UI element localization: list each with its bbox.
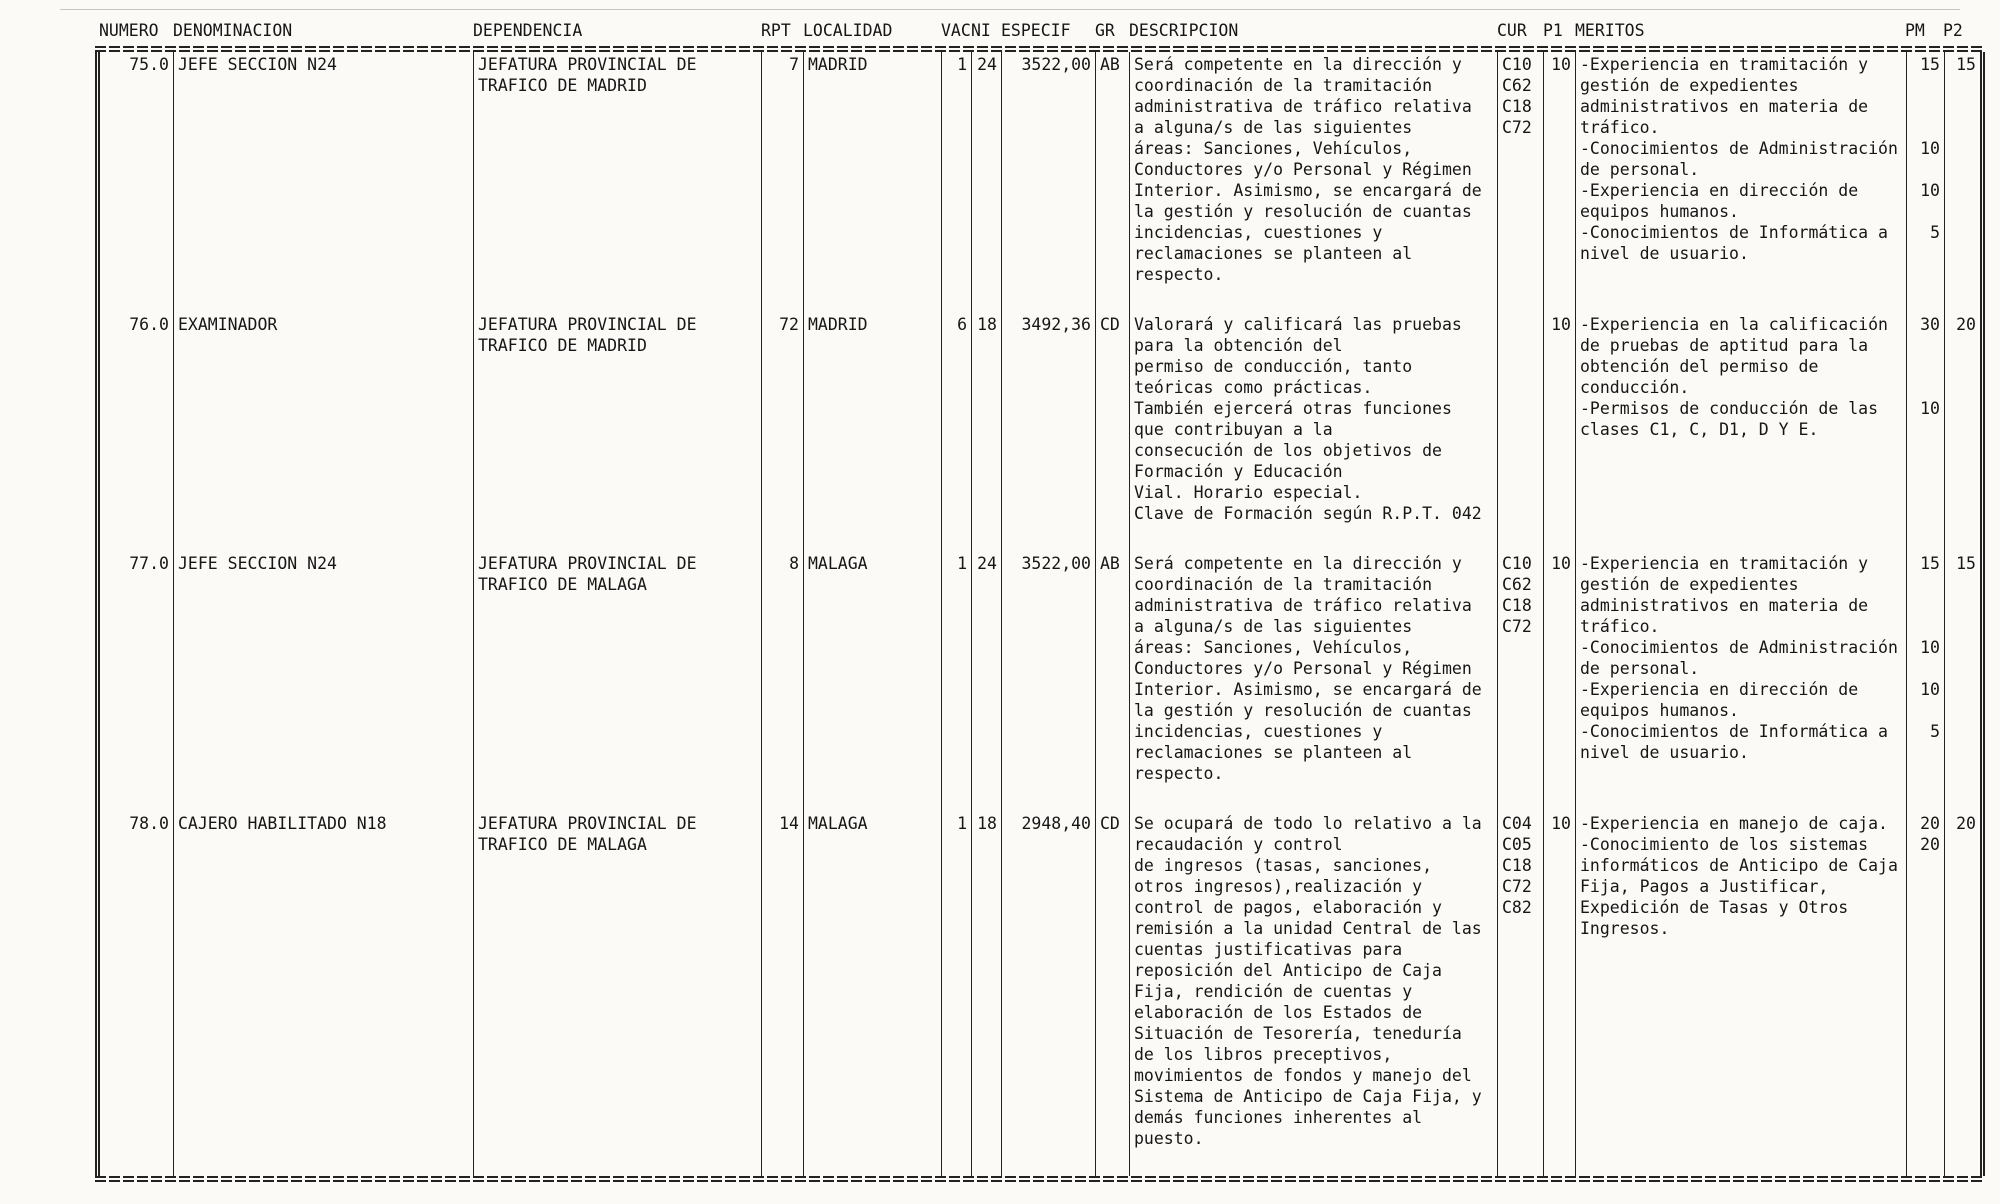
merit-item [1576, 721, 1980, 763]
merit-text [1576, 264, 1906, 312]
merit-pm-value: 10 [1906, 398, 1944, 440]
descripcion-line: Será competente en la dirección y [1134, 55, 1462, 74]
descripcion-line: Formación y Educación [1134, 462, 1343, 481]
cur-code: C18 [1502, 856, 1532, 875]
merit-line: obtención del permiso de [1580, 357, 1819, 376]
merit-line: gestión de expedientes [1580, 575, 1799, 594]
merit-line: informáticos de Anticipo de Caja [1580, 856, 1898, 875]
merit-line: gestión de expedientes [1580, 76, 1799, 95]
merit-line: -Experiencia en tramitación y [1580, 554, 1869, 573]
merit-p2-value [1944, 679, 1980, 721]
descripcion-line: Clave de Formación según R.P.T. 042 [1134, 504, 1482, 523]
cell-vac: 1 [942, 811, 972, 1176]
merit-item [1576, 637, 1980, 679]
merit-line: Fija, Pagos a Justificar, [1580, 877, 1829, 896]
merit-pm-value: 20 [1906, 811, 1944, 834]
cur-code: C72 [1502, 118, 1532, 137]
cell-meritos [1576, 811, 1980, 1176]
merit-line: nivel de usuario. [1580, 743, 1749, 762]
merit-p2-value [1944, 398, 1980, 440]
cell-ni: 24 [972, 52, 1002, 312]
merit-pm-value [1906, 440, 1944, 551]
cell-dependencia [474, 551, 762, 811]
merit-text [1576, 811, 1906, 834]
col-header-localidad: LOCALIDAD [803, 21, 893, 40]
merit-line: de pruebas de aptitud para la [1580, 336, 1869, 355]
merit-line: -Conocimiento de los sistemas [1580, 835, 1869, 854]
merit-item [1576, 398, 1980, 440]
dependencia-line: JEFATURA PROVINCIAL DE [478, 55, 697, 74]
descripcion-line: Interior. Asimismo, se encargará de [1134, 181, 1482, 200]
cell-ni: 18 [972, 811, 1002, 1176]
merit-line: -Conocimientos de Informática a [1580, 223, 1888, 242]
col-header-rpt: RPT [761, 21, 791, 40]
merit-pm-value: 20 [1906, 834, 1944, 939]
cell-p1: 10 [1544, 551, 1576, 811]
merit-filler [1576, 264, 1980, 312]
cur-code: C10 [1502, 55, 1532, 74]
cur-code: C05 [1502, 835, 1532, 854]
dependencia-line: JEFATURA PROVINCIAL DE [478, 814, 697, 833]
cur-code: C18 [1502, 596, 1532, 615]
cell-dependencia [474, 52, 762, 312]
merit-filler [1576, 763, 1980, 811]
cur-code: C10 [1502, 554, 1532, 573]
descripcion-line: Interior. Asimismo, se encargará de [1134, 680, 1482, 699]
table-row [100, 811, 1980, 1176]
cell-gr: CD [1096, 312, 1130, 551]
cell-meritos [1576, 551, 1980, 811]
merit-text [1576, 637, 1906, 679]
dependencia-line: TRAFICO DE MADRID [478, 76, 647, 95]
merit-line: -Experiencia en manejo de caja. [1580, 814, 1888, 833]
merit-p2-value: 15 [1944, 52, 1980, 138]
merit-line: administrativos en materia de [1580, 97, 1869, 116]
merit-p2-value [1944, 222, 1980, 264]
cell-dependencia [474, 312, 762, 551]
table-body [95, 52, 1985, 1176]
merit-line: de personal. [1580, 659, 1700, 678]
descripcion-line: incidencias, cuestiones y [1134, 223, 1383, 242]
descripcion-line: Se ocupará de todo lo relativo a la [1134, 814, 1482, 833]
merit-item [1576, 679, 1980, 721]
col-header-gr: GR [1095, 21, 1115, 40]
descripcion-line: áreas: Sanciones, Vehículos, [1134, 638, 1413, 657]
dependencia-line: JEFATURA PROVINCIAL DE [478, 315, 697, 334]
descripcion-line: control de pagos, elaboración y [1134, 898, 1442, 917]
col-header-denominacion: DENOMINACION [173, 21, 293, 40]
descripcion-line: administrativa de tráfico relativa [1134, 97, 1472, 116]
cell-cur [1498, 52, 1544, 312]
merit-p2-value [1944, 763, 1980, 811]
descripcion-line: Valorará y calificará las pruebas [1134, 315, 1462, 334]
descripcion-line: teóricas como prácticas. [1134, 378, 1373, 397]
cell-cur [1498, 811, 1544, 1176]
cell-especif: 3492,36 [1002, 312, 1096, 551]
col-header-especif: ESPECIF [1001, 21, 1071, 40]
merit-p2-value [1944, 440, 1980, 551]
job-postings-table [95, 20, 1985, 1182]
merit-text [1576, 180, 1906, 222]
merit-p2-value: 20 [1944, 811, 1980, 834]
cell-p1: 10 [1544, 312, 1576, 551]
merit-line: equipos humanos. [1580, 202, 1739, 221]
merit-line: administrativos en materia de [1580, 596, 1869, 615]
cell-localidad: MALAGA [804, 811, 942, 1176]
descripcion-line: remisión a la unidad Central de las [1134, 919, 1482, 938]
merit-line: -Conocimientos de Informática a [1580, 722, 1888, 741]
merit-item [1576, 834, 1980, 939]
scan-edge-line [60, 9, 1960, 10]
merit-pm-value: 5 [1906, 721, 1944, 763]
descripcion-line: que contribuyan a la [1134, 420, 1333, 439]
cur-code: C62 [1502, 575, 1532, 594]
col-header-pm: PM [1905, 21, 1925, 40]
dependencia-line: TRAFICO DE MALAGA [478, 575, 647, 594]
cell-descripcion [1130, 811, 1498, 1176]
col-header-meritos: MERITOS [1575, 21, 1645, 40]
descripcion-line: Conductores y/o Personal y Régimen [1134, 160, 1472, 179]
merit-line: -Experiencia en dirección de [1580, 181, 1859, 200]
descripcion-line: reclamaciones se planteen al [1134, 743, 1413, 762]
descripcion-line: otros ingresos),realización y [1134, 877, 1423, 896]
descripcion-line: recaudación y control [1134, 835, 1343, 854]
descripcion-line: incidencias, cuestiones y [1134, 722, 1383, 741]
merit-line: Ingresos. [1580, 919, 1670, 938]
descripcion-line: movimientos de fondos y manejo del [1134, 1066, 1472, 1085]
cell-localidad: MADRID [804, 52, 942, 312]
merit-text [1576, 312, 1906, 398]
descripcion-line: para la obtención del [1134, 336, 1343, 355]
merit-filler [1576, 939, 1980, 1176]
merit-pm-value: 10 [1906, 180, 1944, 222]
merit-text [1576, 939, 1906, 1176]
cell-vac: 1 [942, 551, 972, 811]
cur-code: C72 [1502, 877, 1532, 896]
merit-pm-value: 30 [1906, 312, 1944, 398]
descripcion-line: Fija, rendición de cuentas y [1134, 982, 1413, 1001]
merit-text [1576, 138, 1906, 180]
cell-denominacion: JEFE SECCION N24 [174, 551, 474, 811]
descripcion-line: demás funciones inherentes al [1134, 1108, 1423, 1127]
col-header-cur: CUR [1497, 21, 1527, 40]
descripcion-line: puesto. [1134, 1129, 1204, 1148]
descripcion-line: consecución de los objetivos de [1134, 441, 1442, 460]
cell-gr: CD [1096, 811, 1130, 1176]
merit-text [1576, 440, 1906, 551]
col-header-numero: NUMERO [99, 21, 159, 40]
merit-p2-value [1944, 180, 1980, 222]
cell-vac: 1 [942, 52, 972, 312]
merit-pm-value [1906, 939, 1944, 1176]
merit-text [1576, 763, 1906, 811]
cell-gr: AB [1096, 52, 1130, 312]
cell-descripcion [1130, 551, 1498, 811]
cell-denominacion: JEFE SECCION N24 [174, 52, 474, 312]
cell-rpt: 14 [762, 811, 804, 1176]
merit-pm-value: 15 [1906, 551, 1944, 637]
merit-pm-value [1906, 763, 1944, 811]
descripcion-line: la gestión y resolución de cuantas [1134, 202, 1472, 221]
cell-especif: 2948,40 [1002, 811, 1096, 1176]
cur-code: C04 [1502, 814, 1532, 833]
cell-ni: 18 [972, 312, 1002, 551]
dependencia-line: TRAFICO DE MADRID [478, 336, 647, 355]
merit-line: -Permisos de conducción de las [1580, 399, 1879, 418]
descripcion-line: administrativa de tráfico relativa [1134, 596, 1472, 615]
cell-numero: 75.0 [100, 52, 174, 312]
descripcion-line: áreas: Sanciones, Vehículos, [1134, 139, 1413, 158]
descripcion-line: la gestión y resolución de cuantas [1134, 701, 1472, 720]
descripcion-line: permiso de conducción, tanto [1134, 357, 1413, 376]
merit-item [1576, 811, 1980, 834]
descripcion-line: cuentas justificativas para [1134, 940, 1403, 959]
merit-text [1576, 551, 1906, 637]
descripcion-line: Será competente en la dirección y [1134, 554, 1462, 573]
descripcion-line: de los libros preceptivos, [1134, 1045, 1393, 1064]
merit-line: clases C1, C, D1, D Y E. [1580, 420, 1819, 439]
merit-item [1576, 551, 1980, 637]
merit-pm-value: 15 [1906, 52, 1944, 138]
cell-cur [1498, 551, 1544, 811]
table-row [100, 312, 1980, 551]
dependencia-line: TRAFICO DE MALAGA [478, 835, 647, 854]
col-header-dependencia: DEPENDENCIA [473, 21, 583, 40]
merit-p2-value: 20 [1944, 312, 1980, 398]
table-row [100, 52, 1980, 312]
merit-item [1576, 222, 1980, 264]
merit-filler [1576, 440, 1980, 551]
merit-pm-value [1906, 264, 1944, 312]
cell-denominacion: CAJERO HABILITADO N18 [174, 811, 474, 1176]
merit-p2-value [1944, 637, 1980, 679]
cell-numero: 76.0 [100, 312, 174, 551]
merit-item [1576, 52, 1980, 138]
cell-descripcion [1130, 52, 1498, 312]
col-header-vac: VAC [941, 21, 971, 40]
merit-text [1576, 721, 1906, 763]
cell-numero: 77.0 [100, 551, 174, 811]
descripcion-line: Conductores y/o Personal y Régimen [1134, 659, 1472, 678]
merit-item [1576, 138, 1980, 180]
descripcion-line: Situación de Tesorería, teneduría [1134, 1024, 1462, 1043]
dependencia-line: JEFATURA PROVINCIAL DE [478, 554, 697, 573]
cell-meritos [1576, 52, 1980, 312]
merit-p2-value [1944, 939, 1980, 1176]
descripcion-line: respecto. [1134, 764, 1224, 783]
col-header-p2: P2 [1943, 21, 1963, 40]
table-bottom-border [95, 1176, 1985, 1182]
merit-pm-value: 10 [1906, 637, 1944, 679]
cur-code: C18 [1502, 97, 1532, 116]
merit-line: tráfico. [1580, 118, 1660, 137]
merit-text [1576, 52, 1906, 138]
cur-code: C82 [1502, 898, 1532, 917]
descripcion-line: reposición del Anticipo de Caja [1134, 961, 1442, 980]
merit-p2-value [1944, 264, 1980, 312]
merit-p2-value: 15 [1944, 551, 1980, 637]
cell-rpt: 8 [762, 551, 804, 811]
merit-line: -Conocimientos de Administración [1580, 139, 1898, 158]
merit-line: equipos humanos. [1580, 701, 1739, 720]
cell-localidad: MALAGA [804, 551, 942, 811]
cell-localidad: MADRID [804, 312, 942, 551]
cell-cur [1498, 312, 1544, 551]
merit-line: -Experiencia en dirección de [1580, 680, 1859, 699]
table-row [100, 551, 1980, 811]
cell-ni: 24 [972, 551, 1002, 811]
col-header-ni: NI [971, 21, 991, 40]
descripcion-line: Vial. Horario especial. [1134, 483, 1363, 502]
merit-line: -Experiencia en la calificación [1580, 315, 1888, 334]
merit-pm-value: 10 [1906, 679, 1944, 721]
col-header-descripcion: DESCRIPCION [1129, 21, 1239, 40]
merit-pm-value: 5 [1906, 222, 1944, 264]
descripcion-line: a alguna/s de las siguientes [1134, 617, 1413, 636]
descripcion-line: a alguna/s de las siguientes [1134, 118, 1413, 137]
merit-item [1576, 180, 1980, 222]
cell-denominacion: EXAMINADOR [174, 312, 474, 551]
cell-dependencia [474, 811, 762, 1176]
descripcion-line: de ingresos (tasas, sanciones, [1134, 856, 1433, 875]
cell-p1: 10 [1544, 811, 1576, 1176]
cell-vac: 6 [942, 312, 972, 551]
cell-rpt: 7 [762, 52, 804, 312]
merit-text [1576, 679, 1906, 721]
descripcion-line: También ejercerá otras funciones [1134, 399, 1452, 418]
cell-especif: 3522,00 [1002, 551, 1096, 811]
cur-code: C62 [1502, 76, 1532, 95]
cur-code: C72 [1502, 617, 1532, 636]
merit-p2-value [1944, 834, 1980, 939]
descripcion-line: respecto. [1134, 265, 1224, 284]
col-header-p1: P1 [1543, 21, 1563, 40]
merit-line: Expedición de Tasas y Otros [1580, 898, 1849, 917]
cell-especif: 3522,00 [1002, 52, 1096, 312]
cell-meritos [1576, 312, 1980, 551]
merit-text [1576, 398, 1906, 440]
merit-item [1576, 312, 1980, 398]
descripcion-line: Sistema de Anticipo de Caja Fija, y [1134, 1087, 1482, 1106]
merit-line: tráfico. [1580, 617, 1660, 636]
cell-gr: AB [1096, 551, 1130, 811]
merit-line: de personal. [1580, 160, 1700, 179]
descripcion-line: coordinación de la tramitación [1134, 575, 1433, 594]
cell-rpt: 72 [762, 312, 804, 551]
col-header-meritos-group [1571, 20, 1975, 41]
table-header [95, 20, 1985, 46]
merit-line: -Experiencia en tramitación y [1580, 55, 1869, 74]
merit-pm-value: 10 [1906, 138, 1944, 180]
merit-text [1576, 834, 1906, 939]
merit-p2-value [1944, 721, 1980, 763]
cell-p1: 10 [1544, 52, 1576, 312]
merit-line: conducción. [1580, 378, 1690, 397]
merit-line: nivel de usuario. [1580, 244, 1749, 263]
cell-descripcion [1130, 312, 1498, 551]
merit-text [1576, 222, 1906, 264]
descripcion-line: reclamaciones se planteen al [1134, 244, 1413, 263]
merit-p2-value [1944, 138, 1980, 180]
descripcion-line: elaboración de los Estados de [1134, 1003, 1423, 1022]
descripcion-line: coordinación de la tramitación [1134, 76, 1433, 95]
cell-numero: 78.0 [100, 811, 174, 1176]
merit-line: -Conocimientos de Administración [1580, 638, 1898, 657]
